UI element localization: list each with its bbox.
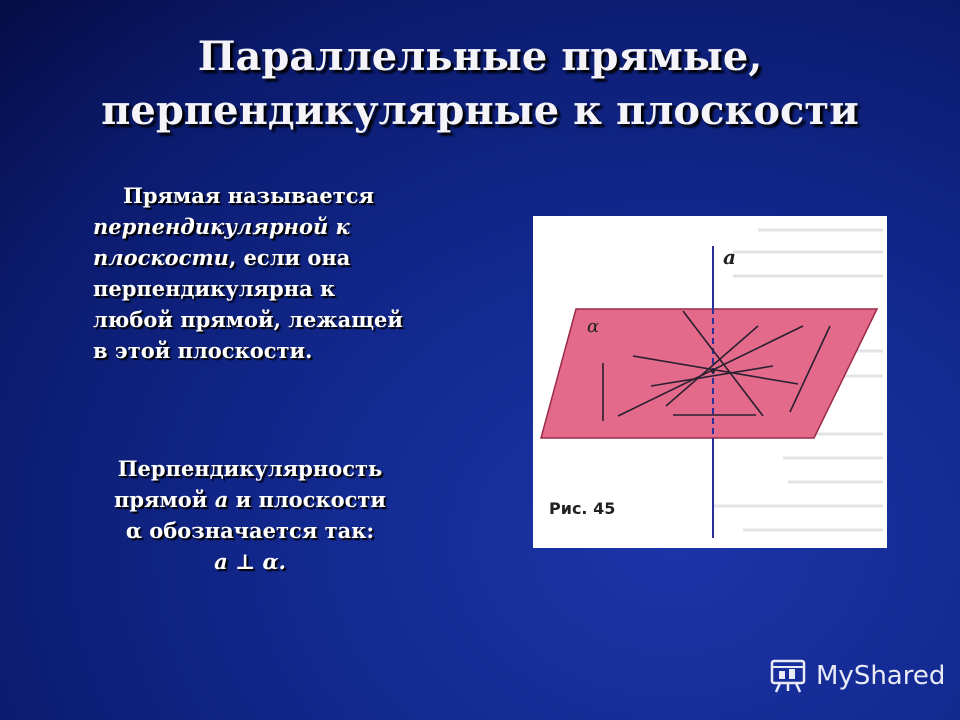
- title-line-2: перпендикулярные к плоскости: [101, 87, 859, 134]
- watermark-text: MyShared: [816, 661, 946, 691]
- definition-term-2: плоскости: [93, 245, 229, 270]
- perpendicular-line-plane-figure: [533, 216, 887, 548]
- title-line-1: Параллельные прямые,: [197, 33, 763, 80]
- figure-caption: Рис. 45: [549, 499, 616, 518]
- notation-line-1: Перпендикулярность: [117, 456, 383, 481]
- notation-line-2: [50, 484, 450, 515]
- definition-text: [93, 180, 483, 366]
- definition-term-1: перпендикулярной к: [93, 214, 350, 239]
- plane-alpha-label: α: [587, 316, 600, 337]
- notation-text: [50, 453, 450, 577]
- definition-line-3: [93, 242, 483, 273]
- notation-formula: [50, 546, 450, 577]
- notation-line-2-pre: прямой: [113, 487, 215, 512]
- line-a-label: a: [723, 245, 736, 269]
- definition-continuation: , если она: [228, 245, 351, 270]
- definition-line-1: Прямая называется: [123, 183, 375, 208]
- formula-text: а ⊥ α.: [214, 549, 286, 574]
- notation-line-3: α обозначается так:: [125, 518, 375, 543]
- notation-line-2-post: и плоскости: [228, 487, 387, 512]
- definition-line-4: перпендикулярна к: [93, 276, 336, 301]
- notation-variable: а: [214, 487, 229, 512]
- definition-line-6: в этой плоскости.: [93, 338, 313, 363]
- slide-title: [40, 30, 920, 138]
- definition-line-2: [93, 211, 483, 242]
- watermark: [768, 656, 945, 696]
- presentation-board-icon: [768, 658, 808, 694]
- figure-image: [533, 216, 887, 548]
- definition-line-5: любой прямой, лежащей: [93, 307, 403, 332]
